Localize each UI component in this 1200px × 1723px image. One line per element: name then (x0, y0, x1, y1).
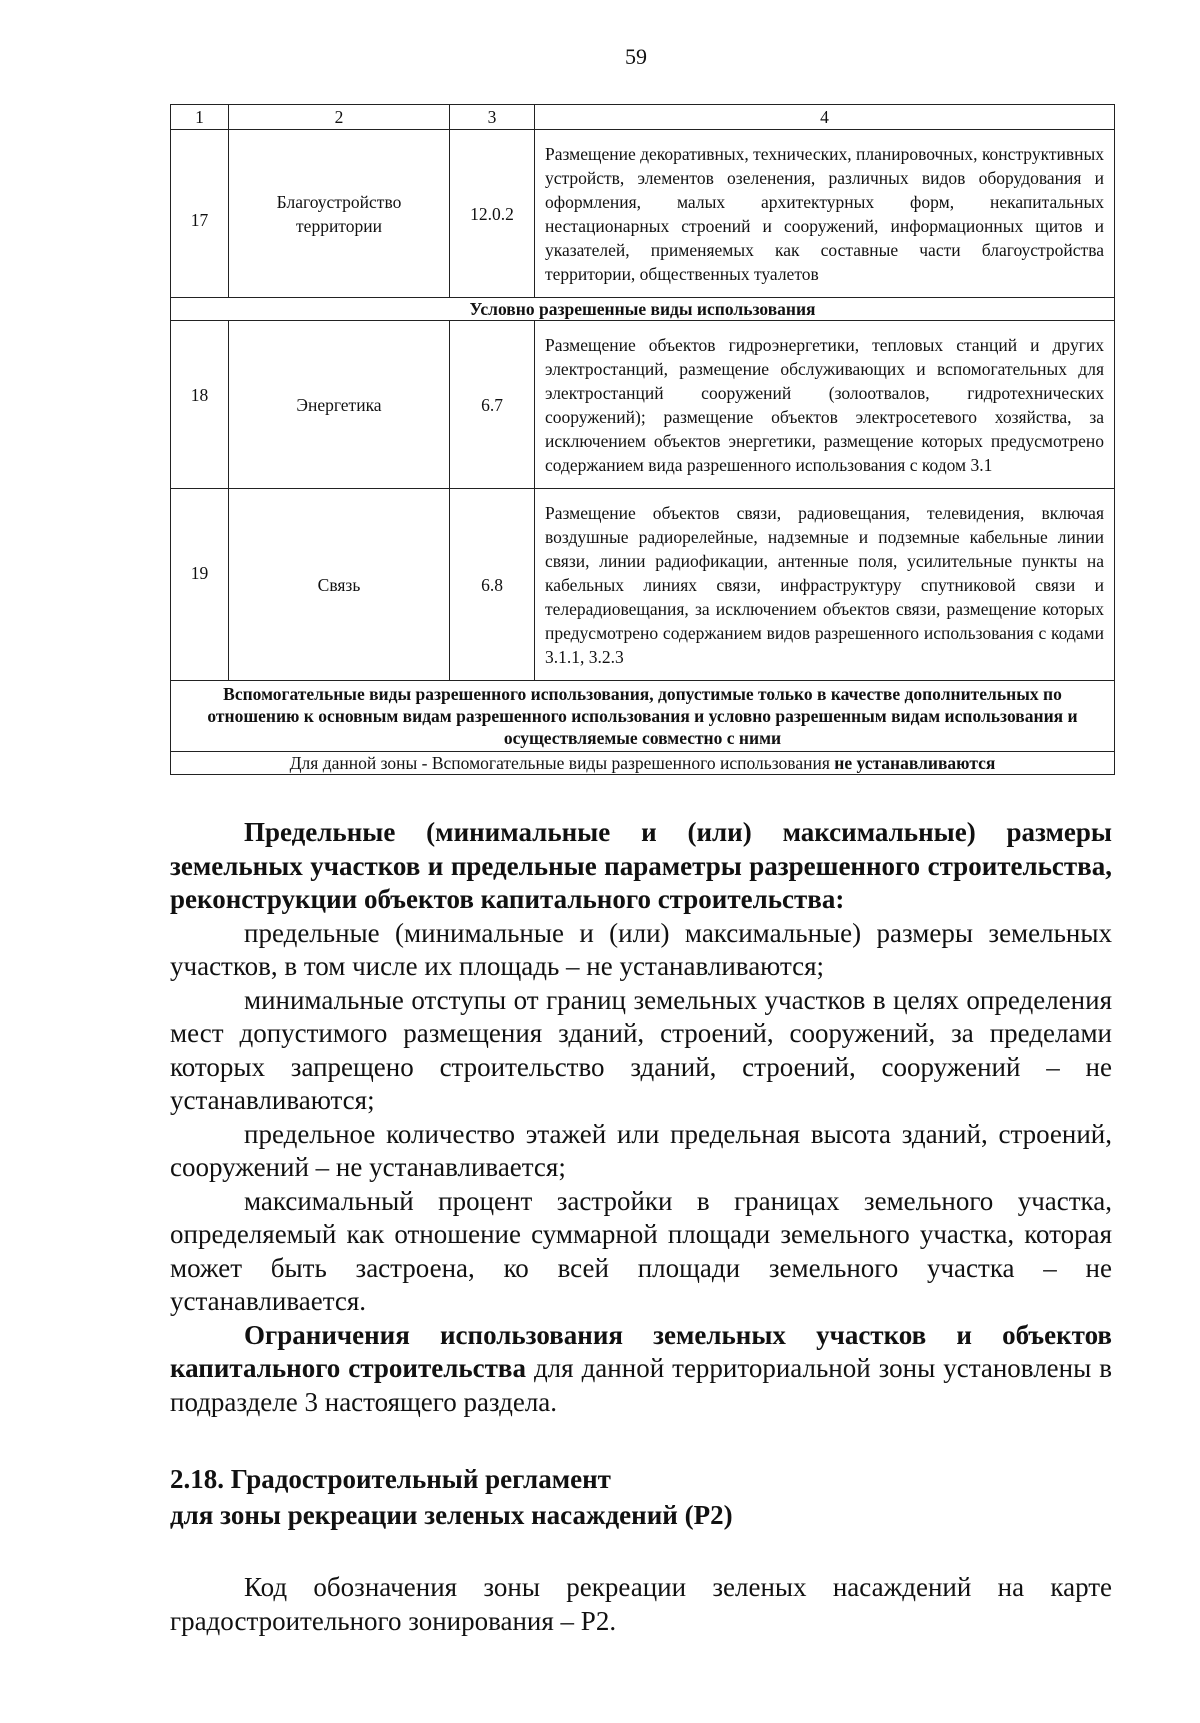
row-number: 18 (171, 321, 229, 489)
use-type-code: 12.0.2 (450, 130, 535, 298)
limits-heading: Предельные (минимальные и (или) максимальные) размеры земельных участков и предельные параметры разрешенного строительства, реконструкции объектов капитального строительства: (170, 817, 1112, 914)
table-row (171, 489, 1115, 681)
section-heading (170, 1461, 1112, 1533)
limits-paragraph-coverage: максимальный процент застройки в границах земельного участка, определяемый как отношение суммарной площади земельного участка, которая может быть застроена, ко всей площади земельного участка – не устанавливается. (170, 1185, 1112, 1316)
restrictions-paragraph (170, 1319, 1112, 1420)
use-type-description: Размещение объектов связи, радиовещания, телевидения, включая воздушные радиорелейные, надземные и подземные кабельные линии связи, линии радиофикации, антенные поля, усилительные пункты на кабельных линиях связи, инфраструктуру спутниковой связи и телерадиовещания, за исключением объектов связи, размещение которых предусмотрено содержанием видов разрешенного использования с кодами 3.1.1, 3.2.3 (535, 489, 1115, 681)
section-heading-line-1: 2.18. Градостроительный регламент (170, 1464, 611, 1494)
header-col-3: 3 (450, 105, 535, 130)
zone-code-paragraph: Код обозначения зоны рекреации зеленых насаждений на карте градостроительного зонирования – Р2. (170, 1572, 1112, 1636)
section-title-conditional: Условно разрешенные виды использования (171, 298, 1115, 321)
auxiliary-note-bold: не устанавливаются (834, 753, 996, 773)
use-type-description: Размещение декоративных, технических, планировочных, конструктивных устройств, элементов озеленения, различных видов оборудования и оформления, малых архитектурных форм, некапитальных нестационарных строений и сооружений, информационных щитов и указателей, применяемых как составные части благоустройства территории, общественных туалетов (535, 130, 1115, 298)
restrictions-bold: Ограничения использования земельных участков и объектов капитального строительства (170, 1319, 1112, 1383)
section-row-conditional (171, 298, 1115, 321)
header-col-1: 1 (171, 105, 229, 130)
restrictions-rest: для данной территориальной зоны установлены в подразделе 3 настоящего раздела. (170, 1353, 1112, 1417)
table-header-row (171, 105, 1115, 130)
row-number: 17 (171, 130, 229, 298)
note-row (171, 752, 1115, 775)
header-col-4: 4 (535, 105, 1115, 130)
section-heading-line-2: для зоны рекреации зеленых насаждений (Р2) (170, 1500, 733, 1530)
use-type-description: Размещение объектов гидроэнергетики, тепловых станций и других электростанций, размещение обслуживающих и вспомогательных для электростанций сооружений (золоотвалов, гидротехнических сооружений); размещение объектов электросетевого хозяйства, за исключением объектов энергетики, размещение которых предусмотрено содержанием вида разрешенного использования с кодом 3.1 (535, 321, 1115, 489)
section-title-auxiliary: Вспомогательные виды разрешенного использования, допустимые только в качестве дополнительных по отношению к основным видам разрешенного использования и условно разрешенным видам использования и осуществляемые совместно с ними (171, 681, 1115, 752)
use-type-name: Связь (229, 489, 450, 681)
page-number: 59 (625, 44, 647, 69)
limits-paragraph-plot-size: предельные (минимальные и (или) максимальные) размеры земельных участков, в том числе их площадь – не устанавливаются; (170, 917, 1112, 981)
land-use-table (170, 104, 1115, 775)
table-row (171, 130, 1115, 298)
table-row (171, 321, 1115, 489)
use-type-name: Энергетика (229, 321, 450, 489)
use-type-code: 6.7 (450, 321, 535, 489)
regulation-text (170, 816, 1112, 1638)
row-number: 19 (171, 489, 229, 681)
limits-paragraph-floors: предельное количество этажей или предельная высота зданий, строений, сооружений – не устанавливается; (170, 1118, 1112, 1182)
auxiliary-note-prefix: Для данной зоны - Вспомогательные виды разрешенного использования (289, 753, 830, 773)
use-type-name: Благоустройство территории (229, 130, 450, 298)
auxiliary-note (171, 752, 1115, 775)
use-type-code: 6.8 (450, 489, 535, 681)
limits-paragraph-setbacks: минимальные отступы от границ земельных участков в целях определения мест допустимого размещения зданий, строений, сооружений, за пределами которых запрещено строительство зданий, строений, сооружений – не устанавливаются; (170, 984, 1112, 1115)
header-col-2: 2 (229, 105, 450, 130)
section-row-auxiliary (171, 681, 1115, 752)
